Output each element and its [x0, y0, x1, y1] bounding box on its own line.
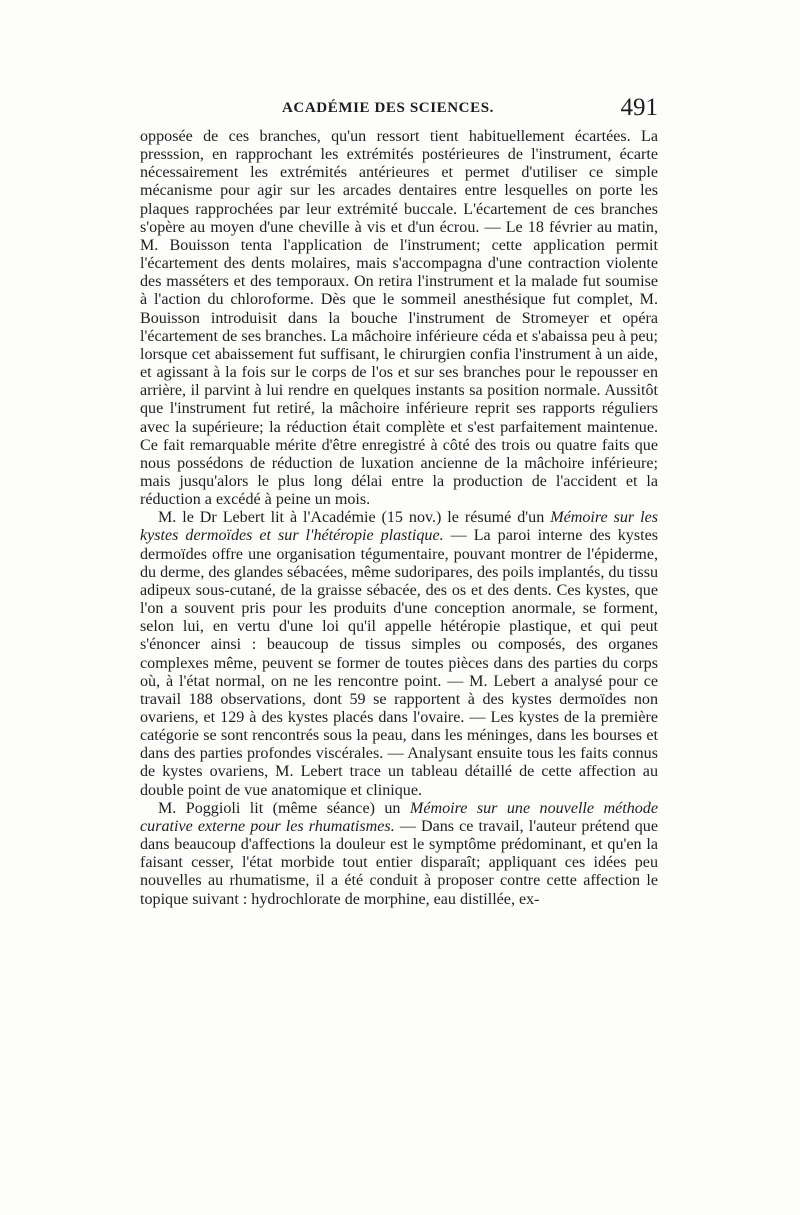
paragraph-poggioli-memoir [140, 800, 658, 909]
memoir-title: Mémoire sur une nouvelle méthode curative externe pour les rhumatismes. [140, 799, 658, 835]
paragraph-bouisson-case [140, 128, 658, 509]
running-head [140, 94, 658, 128]
paragraph-text: — Dans ce travail, l'auteur prétend que dans beaucoup d'affections la douleur est le symptôme prédominant, et qu'en la faisant cesser, l'état morbide tout entier disparaît; appliquant ces idées peu nouvelles au rhumatisme, il a été conduit à proposer contre cette affection le topique suivant : hydrochlorate de morphine, eau distillée, ex- [140, 817, 659, 908]
paragraph-lebert-memoir [140, 509, 658, 800]
memoir-title: Mémoire sur les kystes dermoïdes et sur l'hétéropie plastique. [140, 509, 658, 545]
paragraph-text: — La paroi interne des kystes dermoïdes offre une organisation tégumentaire, pouvant montrer de l'épiderme, du derme, des glandes sébacées, même sudoripares, des poils implantés, du tissu adipeux sous-cutané, de la graisse sébacée, des os et des dents. Ces kystes, que l'on a souvent pris pour les produits d'une conception anormale, se forment, selon lui, en vertu d'une loi qu'il appelle hétéropie plastique, et qui peut s'énoncer ainsi : beaucoup de tissus simples ou composés, des organes complexes même, peuvent se former de toutes pièces dans des parties du corps où, à l'état normal, on ne les rencontre point. — M. Lebert a analysé pour ce travail 188 observations, dont 59 se rapportent à des kystes dermoïdes non ovariens, et 129 à des kystes placés dans l'ovaire. — Les kystes de la première catégorie se sont rencontrés sous la peau, dans les méninges, dans les bourses et dans des parties profondes viscérales. — Analysant ensuite tous les faits connus de kystes ovariens, M. Lebert trace un tableau détaillé de cette affection au double point de vue anatomique et clinique. [140, 527, 659, 799]
page-number: 491 [620, 94, 658, 121]
paragraph-lead: M. Poggioli lit (même séance) un [158, 799, 410, 817]
paragraph-text: opposée de ces branches, qu'un ressort tient habituellement écartées. La presssion, en rapprochant les extrémités postérieures de l'instrument, écarte nécessairement les extrémités antérieures et permet d'utiliser ce simple mécanisme pour agir sur les arcades dentaires entre lesquelles on porte les plaques rapprochées par leur extrémité buccale. L'écartement de ces branches s'opère au moyen d'une cheville à vis et d'un écrou. — Le 18 février au matin, M. Bouisson tenta l'application de l'instrument; cette application permit l'écartement des dents molaires, mais s'accompagna d'une contraction violente des masséters et des temporaux. On retira l'instrument et la malade fut soumise à l'action du chloroforme. Dès que le sommeil anesthésique fut complet, M. Bouisson introduisit dans la bouche l'instrument de Stromeyer et opéra l'écartement de ses branches. La mâchoire inférieure céda et s'abaissa peu à peu; lorsque cet abaissement fut suffisant, le chirurgien confia l'instrument à un aide, et agissant à la fois sur le corps de l'os et sur ses branches pour le repousser en arrière, il parvint à lui rendre en quelques instants sa position normale. Aussitôt que l'instrument fut retiré, la mâchoire inférieure reprit ses rapports réguliers avec la supérieure; la réduction était complète et s'est parfaitement maintenue. Ce fait remarquable mérite d'être enregistré à côté des trois ou quatre faits que nous possédons de réduction de luxation ancienne de la mâchoire inférieure; mais jusqu'alors le plus long délai entre la production de l'accident et la réduction a excédé à peine un mois. [140, 128, 658, 509]
article-body [140, 128, 658, 909]
paragraph-lead: M. le Dr Lebert lit à l'Académie (15 nov.) le résumé d'un [158, 509, 551, 527]
running-title: ACADÉMIE DES SCIENCES. [282, 100, 494, 116]
